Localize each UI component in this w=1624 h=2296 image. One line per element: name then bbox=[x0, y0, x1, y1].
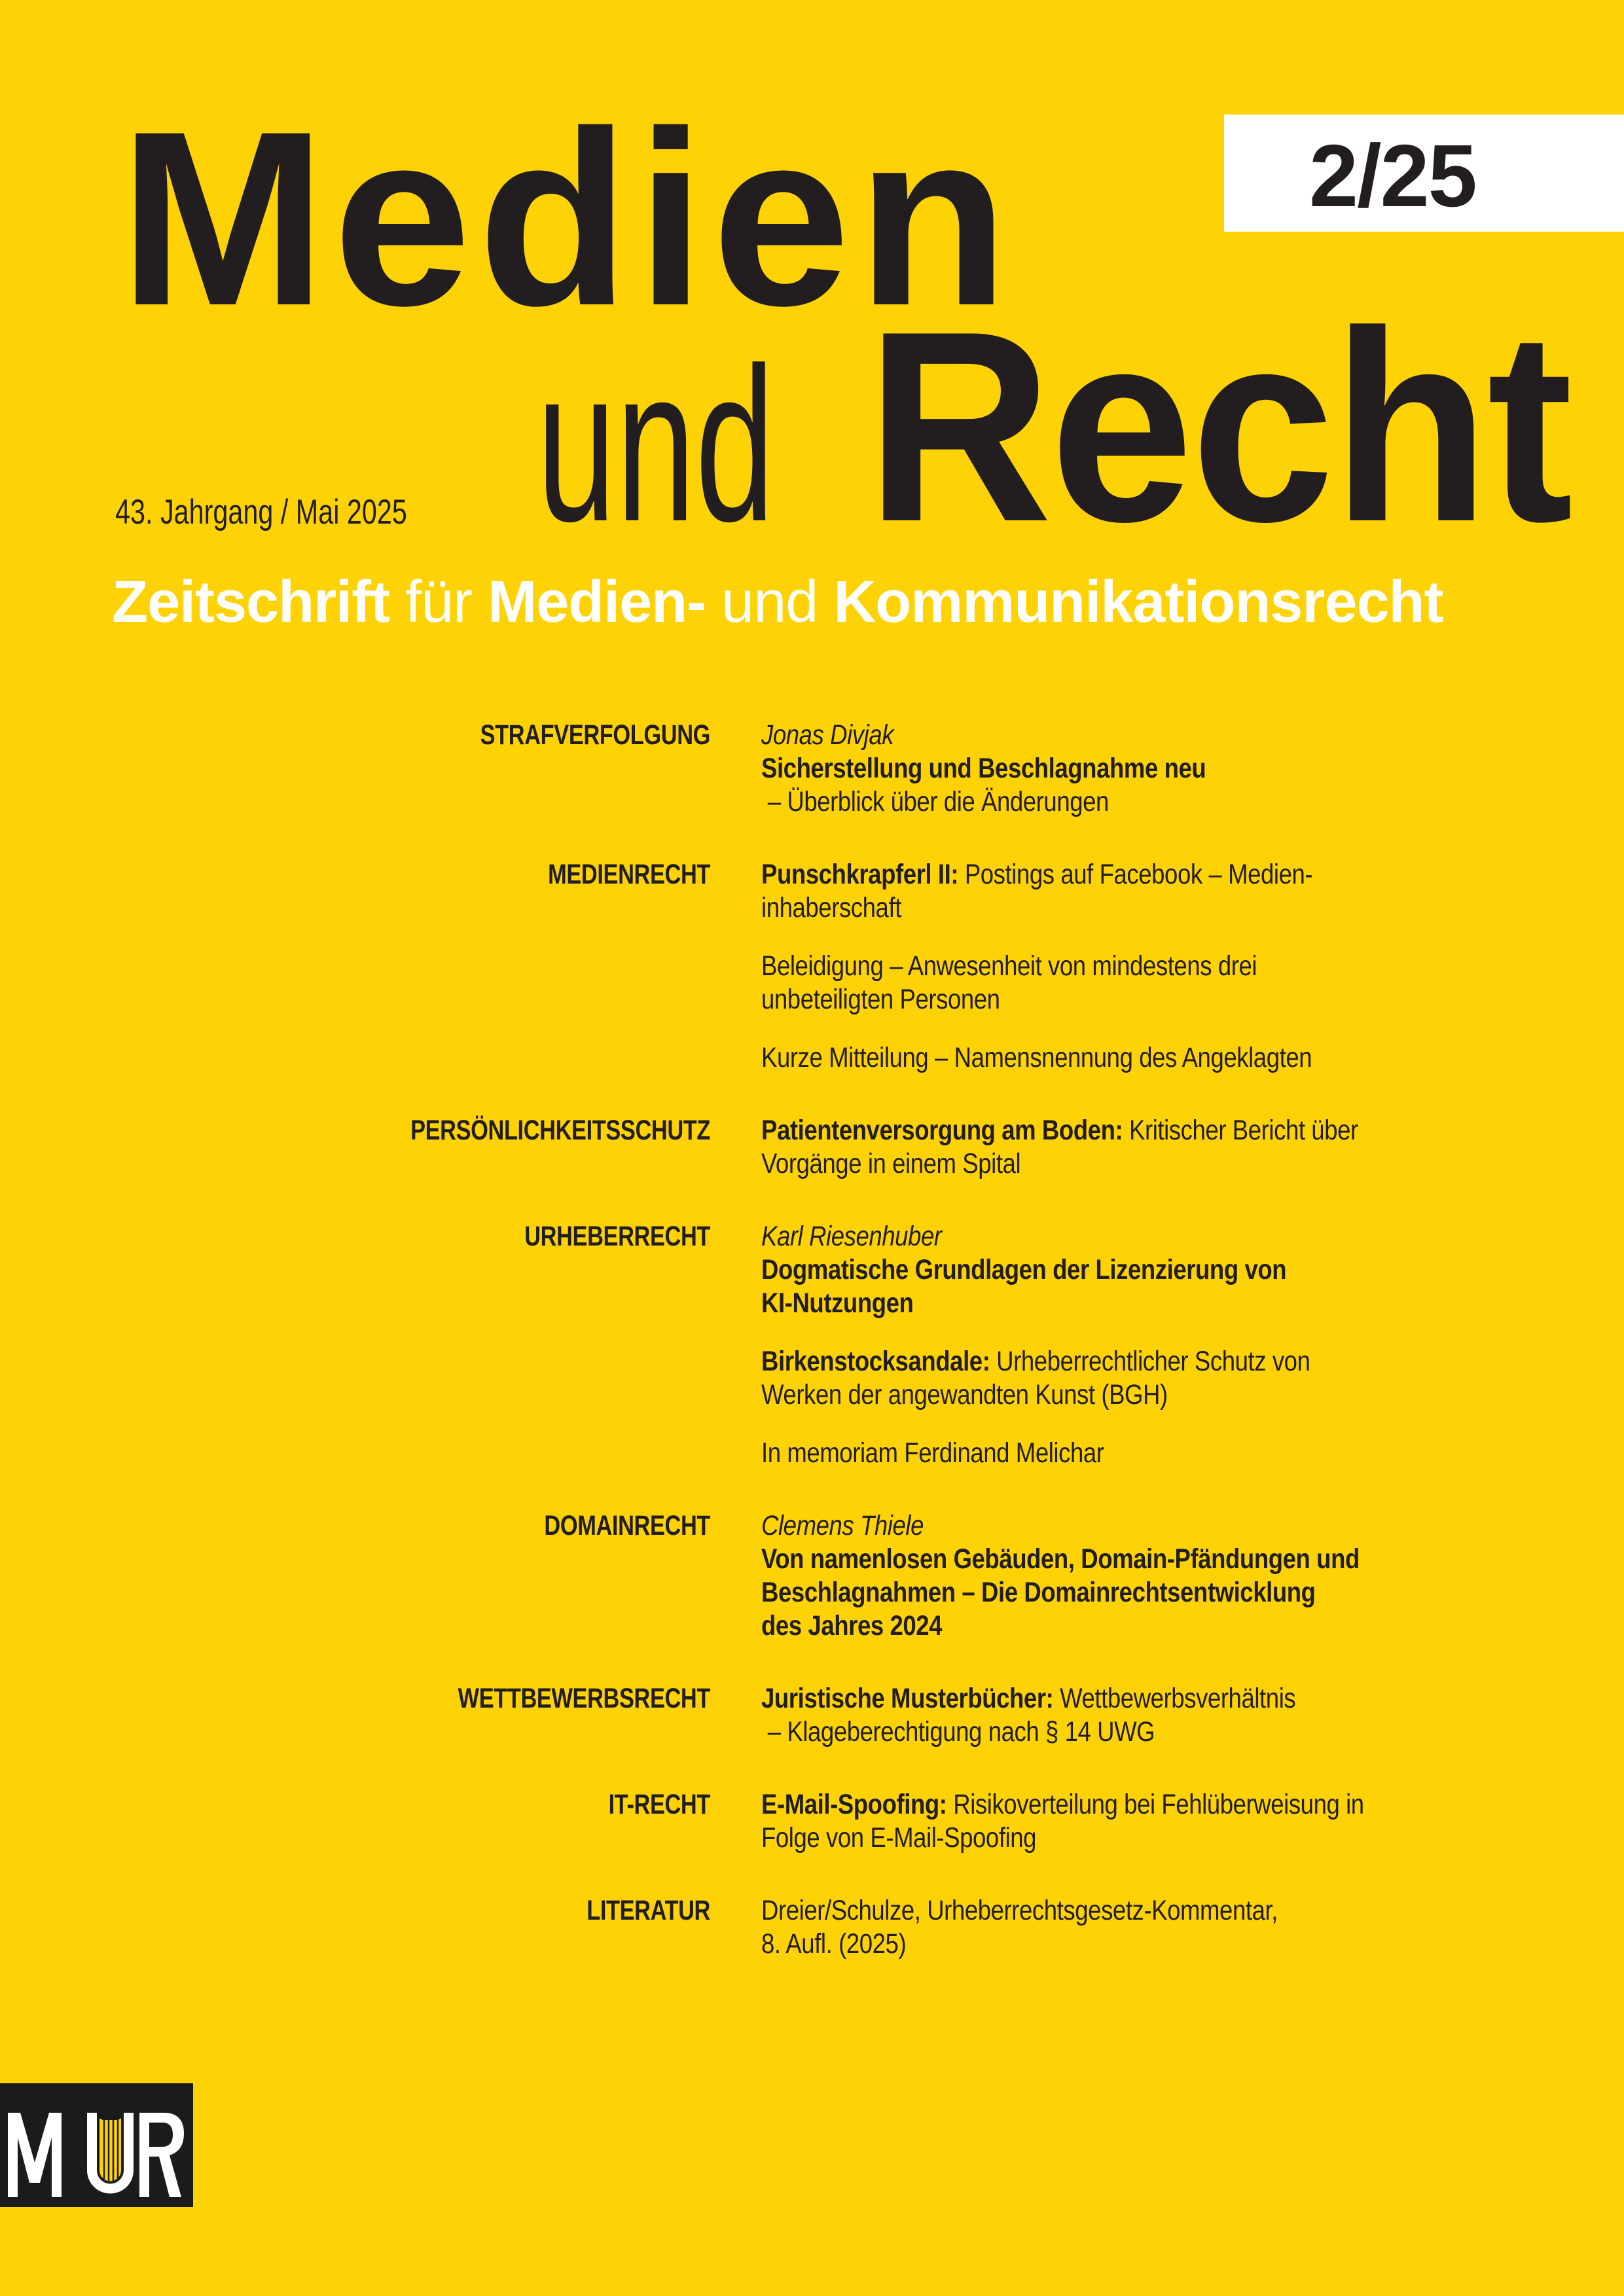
mur-logo bbox=[0, 2083, 193, 2207]
toc-category-label: DOMAINRECHT bbox=[544, 1510, 710, 1541]
toc-entry-line bbox=[761, 1378, 1310, 1412]
toc-section bbox=[0, 1894, 1624, 1961]
toc-entry-line bbox=[761, 1894, 1278, 1928]
toc-section-entries bbox=[761, 719, 1206, 819]
toc-text-run: Punschkrapferl II: bbox=[761, 859, 959, 890]
toc-entry-line bbox=[761, 1928, 1278, 1961]
toc-entry bbox=[761, 950, 1312, 1016]
toc-category-label: WETTBEWERBSRECHT bbox=[458, 1683, 710, 1714]
toc-entry-line bbox=[761, 1576, 1360, 1609]
issue-box bbox=[1224, 115, 1624, 232]
toc-entry-line bbox=[761, 1345, 1310, 1378]
toc-entry-line bbox=[761, 950, 1312, 983]
toc-text-run: Patientenversorgung am Boden: bbox=[761, 1115, 1123, 1146]
toc-entry-line bbox=[761, 891, 1312, 925]
toc-entry bbox=[761, 1894, 1278, 1961]
toc-section bbox=[0, 719, 1624, 819]
subtitle-run: Zeitschrift bbox=[112, 569, 406, 635]
toc-category-label: PERSÖNLICHKEITSSCHUTZ bbox=[410, 1115, 710, 1146]
toc-text-run: In memoriam Ferdinand Melichar bbox=[761, 1437, 1104, 1469]
toc-text-run: Vorgänge in einem Spital bbox=[761, 1148, 1021, 1179]
subtitle-run: Medien- bbox=[488, 569, 722, 635]
toc-entry-line bbox=[761, 1437, 1310, 1470]
toc-text-run: Wettbewerbsverhältnis bbox=[1053, 1683, 1296, 1714]
subtitle-run: Kommunikationsrecht bbox=[833, 569, 1443, 635]
toc-entry-line bbox=[761, 1147, 1358, 1181]
toc-section bbox=[0, 858, 1624, 1075]
toc-section-entries bbox=[761, 1894, 1278, 1961]
toc-section bbox=[0, 1220, 1624, 1470]
toc-entry bbox=[761, 858, 1312, 925]
toc-entry-line bbox=[761, 1114, 1358, 1147]
title-conjunction-und: und bbox=[537, 322, 775, 567]
logo-book-spine bbox=[98, 2102, 123, 2181]
toc-entry-line bbox=[761, 1821, 1364, 1855]
toc-section bbox=[0, 1114, 1624, 1181]
toc-text-run: Beleidigung – Anwesenheit von mindestens drei bbox=[761, 950, 1257, 982]
title-word-medien: Medien bbox=[119, 79, 1016, 357]
toc-category-label: URHEBERRECHT bbox=[524, 1221, 710, 1252]
toc-entry bbox=[761, 1509, 1360, 1643]
toc-text-run: Juristische Musterbücher: bbox=[761, 1683, 1054, 1714]
toc-section-entries bbox=[761, 858, 1312, 1075]
toc-text-run: Clemens Thiele bbox=[761, 1510, 924, 1541]
toc-section-entries bbox=[761, 1114, 1358, 1181]
toc-text-run: Birkenstocksandale: bbox=[761, 1346, 990, 1377]
toc-entry bbox=[761, 1682, 1295, 1749]
toc-entry-line bbox=[761, 1715, 1295, 1749]
toc-entry-line bbox=[761, 858, 1312, 891]
toc-section bbox=[0, 1788, 1624, 1855]
toc-entry-line bbox=[761, 1682, 1295, 1715]
toc-entry-line bbox=[761, 1509, 1360, 1543]
toc-text-run: Dreier/Schulze, Urheberrechtsgesetz-Kommentar, bbox=[761, 1895, 1278, 1926]
toc-text-run: Folge von E-Mail-Spoofing bbox=[761, 1822, 1037, 1854]
toc-category-label: IT-RECHT bbox=[608, 1789, 710, 1820]
toc-entry bbox=[761, 1041, 1312, 1075]
subtitle-run: für bbox=[405, 569, 488, 635]
toc-text-run: – Klageberechtigung nach § 14 UWG bbox=[761, 1716, 1155, 1748]
title-word-recht: Recht bbox=[866, 274, 1571, 578]
toc-entry-line bbox=[761, 1609, 1360, 1643]
toc-entry-line bbox=[761, 719, 1206, 752]
toc-text-run: Urheberrechtlicher Schutz von bbox=[990, 1346, 1310, 1377]
toc-entry-line bbox=[761, 1253, 1310, 1287]
toc-text-run: Karl Riesenhuber bbox=[761, 1221, 942, 1252]
toc-text-run: Kritischer Bericht über bbox=[1123, 1115, 1358, 1146]
issue-number: 2/25 bbox=[1309, 126, 1476, 225]
toc-text-run: inhaberschaft bbox=[761, 892, 901, 924]
toc-section-entries bbox=[761, 1788, 1364, 1855]
toc-entry-line bbox=[761, 983, 1312, 1016]
toc-section-entries bbox=[761, 1682, 1295, 1749]
toc-text-run: Sicherstellung und Beschlagnahme neu bbox=[761, 753, 1206, 784]
toc-entry bbox=[761, 1220, 1310, 1320]
toc-text-run: Dogmatische Grundlagen der Lizenzierung von bbox=[761, 1254, 1287, 1285]
toc-section-entries bbox=[761, 1509, 1360, 1643]
toc-text-run: Von namenlosen Gebäuden, Domain-Pfändungen und bbox=[761, 1543, 1360, 1575]
toc-section bbox=[0, 1682, 1624, 1749]
toc-text-run: – Überblick über die Änderungen bbox=[761, 786, 1109, 817]
toc-entry-line bbox=[761, 1543, 1360, 1576]
toc-category-label: LITERATUR bbox=[586, 1895, 710, 1926]
toc-text-run: Kurze Mitteilung – Namensnennung des Angeklagten bbox=[761, 1042, 1312, 1073]
toc-category-label: MEDIENRECHT bbox=[548, 859, 710, 890]
toc-text-run: Werken der angewandten Kunst (BGH) bbox=[761, 1379, 1168, 1410]
toc-section-entries bbox=[761, 1220, 1310, 1470]
toc-text-run: Jonas Divjak bbox=[761, 719, 894, 751]
toc bbox=[0, 719, 1624, 1961]
toc-section bbox=[0, 1509, 1624, 1643]
toc-text-run: E-Mail-Spoofing: bbox=[761, 1789, 947, 1820]
volume-date: 43. Jahrgang / Mai 2025 bbox=[115, 493, 407, 531]
subtitle-run: und bbox=[721, 569, 834, 635]
toc-text-run: des Jahres 2024 bbox=[761, 1610, 943, 1641]
toc-entry-line bbox=[761, 752, 1206, 785]
toc-entry bbox=[761, 1114, 1358, 1181]
toc-text-run: KI-Nutzungen bbox=[761, 1287, 914, 1319]
toc-category-label: STRAFVERFOLGUNG bbox=[480, 719, 710, 751]
toc-entry bbox=[761, 1788, 1364, 1855]
toc-entry bbox=[761, 719, 1206, 819]
toc-text-run: Beschlagnahmen – Die Domainrechtsentwicklung bbox=[761, 1577, 1316, 1608]
toc-text-run: Risikoverteilung bei Fehlüberweisung in bbox=[947, 1789, 1364, 1820]
toc-entry-line bbox=[761, 785, 1206, 819]
toc-entry bbox=[761, 1437, 1310, 1470]
toc-text-run: Postings auf Facebook – Medien- bbox=[958, 859, 1313, 890]
toc-text-run: unbeteiligten Personen bbox=[761, 984, 1000, 1015]
toc-entry-line bbox=[761, 1041, 1312, 1075]
toc-entry-line bbox=[761, 1788, 1364, 1821]
toc-entry-line bbox=[761, 1220, 1310, 1253]
toc-text-run: 8. Aufl. (2025) bbox=[761, 1928, 907, 1960]
subtitle bbox=[112, 569, 1443, 635]
toc-entry-line bbox=[761, 1287, 1310, 1320]
toc-entry bbox=[761, 1345, 1310, 1412]
